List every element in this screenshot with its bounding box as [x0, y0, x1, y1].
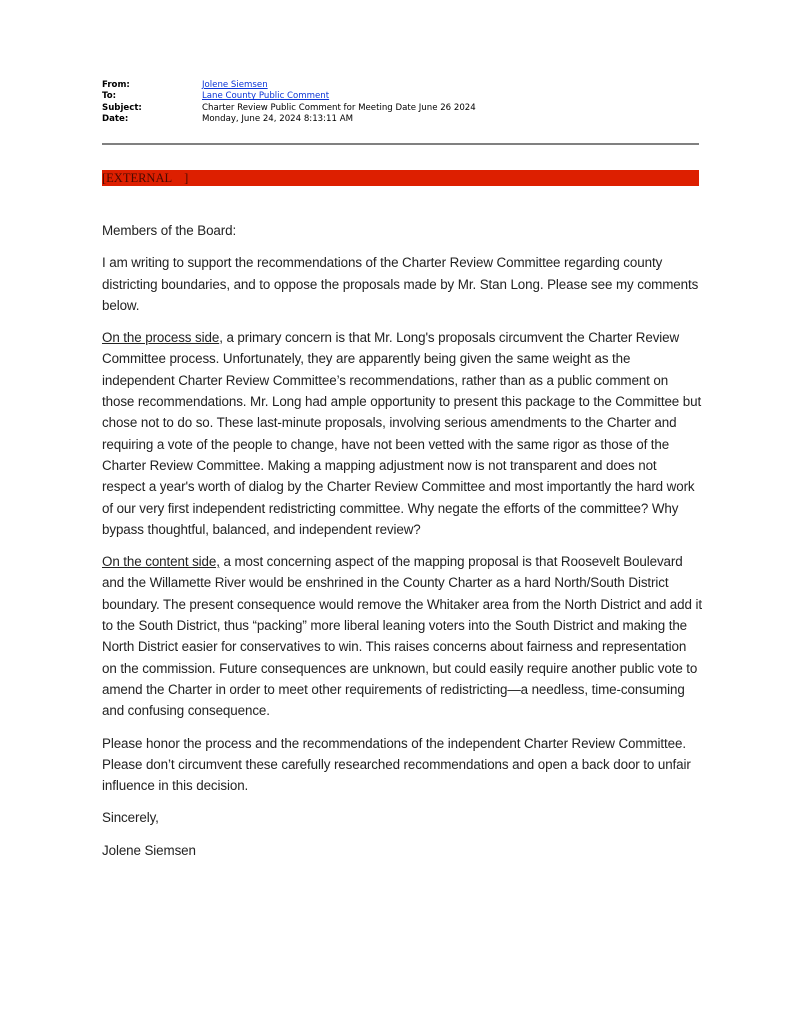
to-value: [202, 91, 329, 102]
process-side-heading: On the process side: [102, 330, 220, 346]
from-label: From:: [102, 80, 130, 90]
from-value: [202, 80, 268, 91]
date-value: Monday, June 24, 2024 8:13:11 AM: [202, 113, 353, 124]
subject-value: Charter Review Public Comment for Meeting Date June 26 2024: [202, 102, 476, 113]
greeting: Members of the Board:: [102, 223, 237, 238]
paragraph-process: [102, 327, 702, 540]
header-row-from: [102, 80, 476, 91]
content-side-text: a most concerning aspect of the mapping proposal is that Roosevelt Boulevard and the Willamette River would be enshrined in the County Charter as a hard North/South District boundary. The present consequence would remove the Whitaker area from the North District and add it to the South District, thus “packing” more liberal leaning voters into the South District and making the North District easier for conservatives to win. This raises concerns about fairness and representation on the commission. Future consequences are unknown, but could easily require another public vote to amend the Charter in order to meet other requirements of redistricting—a needless, time-consuming and confusing consequence.: [102, 554, 702, 719]
date-label: Date:: [102, 113, 129, 124]
sender-link[interactable]: Jolene Siemsen: [202, 80, 268, 90]
subject-label: Subject:: [102, 102, 142, 113]
paragraph-request: Please honor the process and the recommendations of the independent Charter Review Committee. Please don’t circumvent these carefully researched recommendations and open a back door to unfair influence in this decision.: [102, 735, 691, 794]
paragraph-content: [102, 551, 702, 721]
to-label: To:: [102, 91, 117, 102]
header-row-date: [102, 114, 476, 125]
closing: Sincerely,: [102, 810, 159, 826]
process-side-text: , a primary concern is that Mr. Long's proposals circumvent the Charter Review Committee process. Unfortunately, they are apparently being given the same weight as the independent Charter Review Committee’s recommendations, rather than as a public comment on those recommendations. Mr. Long had ample opportunity to present this package to the Committee but chose not to do so. These last-minute proposals, involving serious amendments to the Charter and requiring a vote of the people to change, have not been vetted with the same rigor as those of the Charter Review Committee. Making a mapping adjustment now is not transparent and does not respect a year's worth of dialog by the Charter Review Committee and most importantly the hard work of our very first independent redistricting committee. Why negate the efforts of the committee? Why bypass thoughtful, balanced, and independent review?: [102, 330, 702, 537]
recipient-link[interactable]: Lane County Public Comment: [202, 91, 330, 102]
header-divider: [102, 143, 699, 145]
content-side-heading: On the content side,: [102, 554, 220, 570]
email-body: [102, 220, 702, 872]
external-warning-banner: [EXTERNAL ]: [102, 170, 699, 186]
email-header: [102, 80, 476, 125]
signature: Jolene Siemsen: [102, 842, 196, 858]
paragraph-intro: I am writing to support the recommendations of the Charter Review Committee regarding county districting boundaries, and to oppose the proposals made by Mr. Stan Long. Please see my comments below.: [102, 255, 699, 313]
header-row-to: [102, 91, 476, 102]
header-row-subject: [102, 103, 476, 114]
